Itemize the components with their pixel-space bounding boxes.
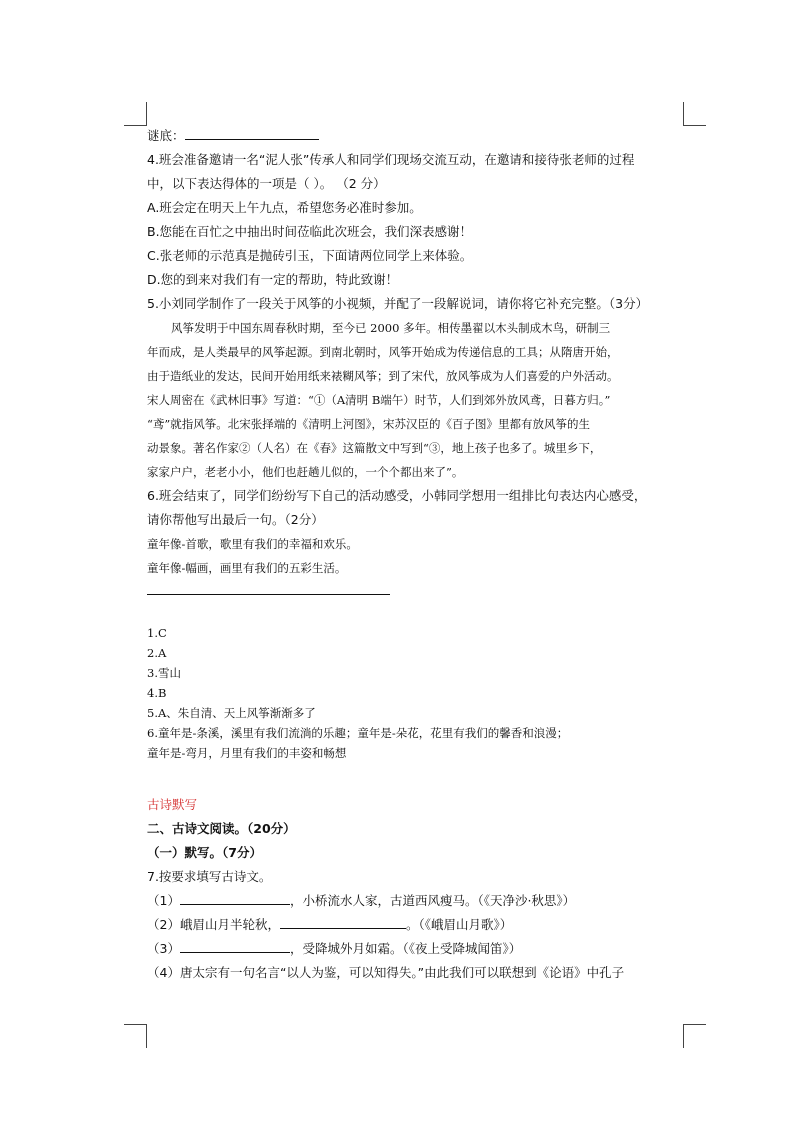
answer-line: 6.童年是-条溪，溪里有我们流淌的乐趣；童年是-朵花，花里有我们的馨香和浪漫； (147, 726, 569, 740)
fill-blank[interactable] (180, 938, 290, 953)
q7-item-1: （1） ，小桥流水人家，古道西风瘦马。（《天净沙·秋思》） (147, 889, 687, 913)
crop-mark (146, 1024, 147, 1048)
q5-passage-line: 风筝发明于中国东周春秋时期，至今已 2000 多年。相传墨翟以木头制成木鸟，研制三 (171, 321, 611, 335)
answer-line: 4.B (147, 686, 167, 700)
q4-option-b: B.您能在百忙之中抽出时间莅临此次班会，我们深表感谢！ (147, 224, 473, 239)
answer-line: 童年是-弯月，月里有我们的丰姿和畅想 (147, 746, 347, 760)
q4-stem-cont: 中，以下表达得体的一项是（ ）。 （2 分） (147, 176, 386, 191)
crop-mark (683, 1024, 706, 1025)
q5-passage-line: 宋人周密在《武林旧事》写道：“①（A清明 B端午）时节，人们到郊外放风鸢，日暮方归。” (147, 393, 611, 407)
q5-passage-line: 由于造纸业的发达，民间开始用纸来裱糊风筝；到了宋代，放风筝成为人们喜爱的户外活动。 (147, 369, 619, 383)
q6-sentence: 童年像-首歌，歌里有我们的幸福和欢乐。 (147, 537, 358, 551)
q6-stem: 6.班会结束了，同学们纷纷写下自己的活动感受，小韩同学想用一组排比句表达内心感受， (147, 488, 647, 503)
subsection-title: （一）默写。（7分） (147, 845, 262, 860)
crop-mark (124, 1024, 147, 1025)
riddle-label: 谜底： (147, 128, 185, 143)
q7-item-3: （3） ，受降城外月如霜。（《夜上受降城闻笛》） (147, 937, 687, 961)
answer-line: 5.A、朱自清、天上风筝渐渐多了 (147, 706, 316, 720)
answer-line: 1.C (147, 626, 167, 640)
fill-blank[interactable] (180, 890, 290, 905)
q5-passage-line: “鸢”就指风筝。北宋张择端的《清明上河图》，宋苏汉臣的《百子图》里都有放风筝的生 (147, 417, 591, 431)
answer-line: 3.雪山 (147, 666, 181, 680)
q7-item-4: （4）唐太宗有一句名言“以人为鉴，可以知得失。”由此我们可以联想到《论语》中孔子 (147, 965, 625, 980)
crop-mark (124, 125, 147, 126)
q5-passage-line: 年而成，是人类最早的风筝起源。到南北朝时，风筝开始成为传递信息的工具；从隋唐开始， (147, 345, 619, 359)
q5-stem: 5.小刘同学制作了一段关于风筝的小视频，并配了一段解说词，请你将它补充完整。（3分） (147, 296, 649, 311)
q4-option-d: D.您的到来对我们有一定的帮助，特此致谢！ (147, 272, 399, 287)
q7-title: 7.按要求填写古诗文。 (147, 869, 272, 884)
fill-blank[interactable] (280, 914, 406, 929)
crop-mark (683, 1024, 684, 1048)
riddle-answer-line (147, 124, 687, 148)
crop-mark (683, 102, 684, 126)
q7-item-2: （2）峨眉山月半轮秋， 。（《峨眉山月歌》） (147, 913, 687, 937)
section-tag: 古诗默写 (147, 797, 198, 812)
q6-sentence: 童年像-幅画，画里有我们的五彩生活。 (147, 561, 347, 575)
section-title: 二、古诗文阅读。（20分） (147, 821, 296, 836)
q6-stem-cont: 请你帮他写出最后一句。（2分） (147, 512, 324, 527)
crop-mark (146, 102, 147, 126)
q4-option-c: C.张老师的示范真是抛砖引玉，下面请两位同学上来体验。 (147, 248, 473, 263)
q5-passage-line: 家家户户，老老小小，他们也赶趟儿似的，一个个都出来了”。 (147, 465, 464, 479)
riddle-blank[interactable] (185, 125, 319, 140)
answer-line: 2.A (147, 646, 167, 660)
q4-stem: 4.班会准备邀请一名“泥人张”传承人和同学们现场交流互动，在邀请和接待张老师的过程 (147, 152, 635, 167)
page-content (147, 124, 687, 985)
q4-option-a: A.班会定在明天上午九点，希望您务必准时参加。 (147, 200, 422, 215)
q5-passage-line: 动景象。著名作家②（人名）在《春》这篇散文中写到“③，地上孩子也多了。城里乡下， (147, 441, 602, 455)
